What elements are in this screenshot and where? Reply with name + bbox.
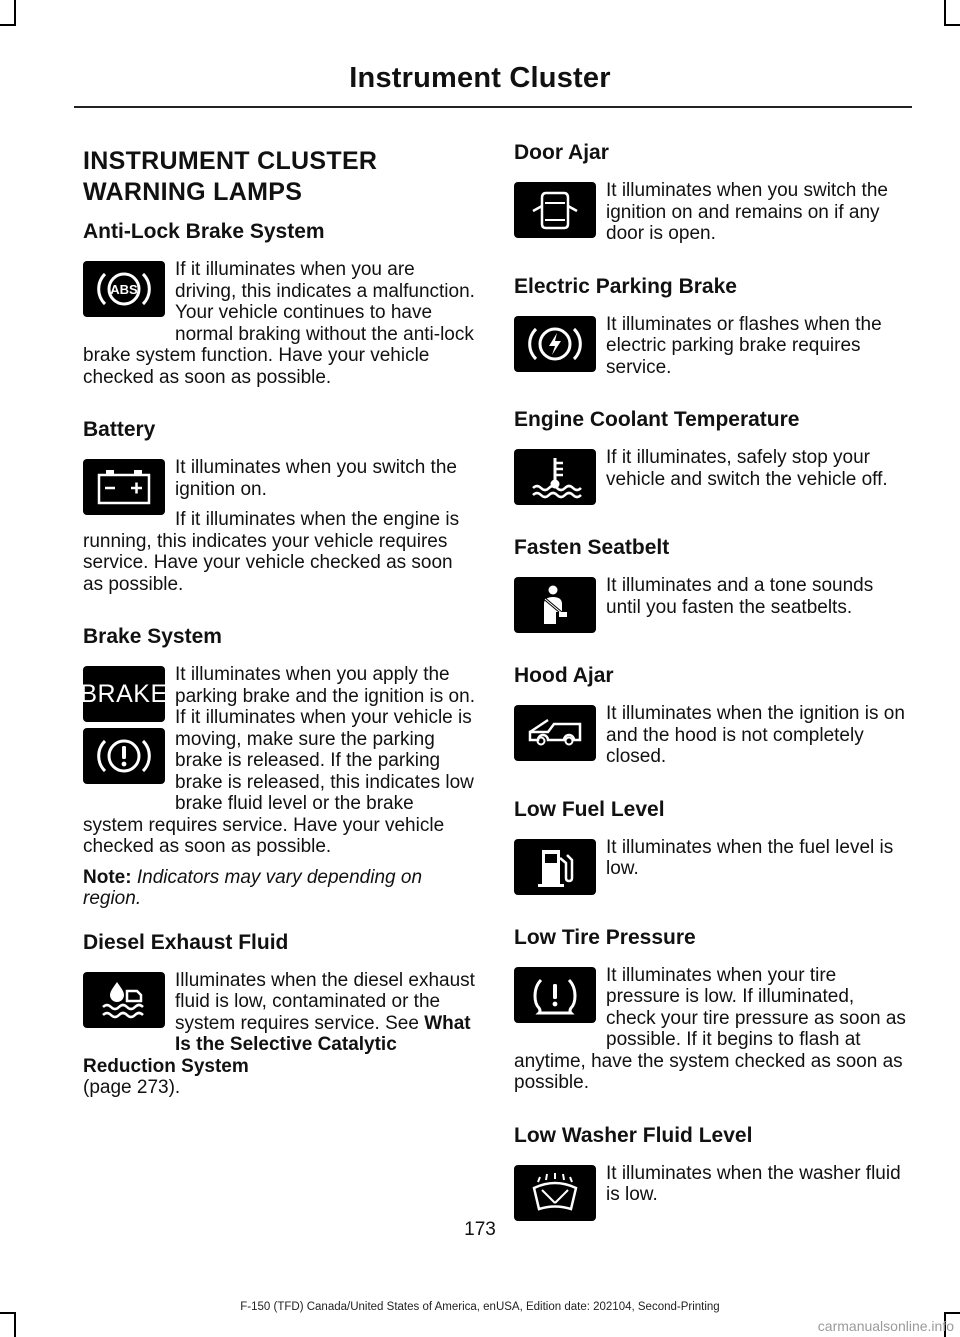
svg-text:ABS: ABS: [110, 282, 138, 297]
fuel-pump-icon: [514, 839, 596, 895]
xref-link[interactable]: What Is the Selective Catalytic Reduction System: [83, 1012, 471, 1077]
washer-fluid-icon: [514, 1165, 596, 1221]
washer-section: [514, 1123, 907, 1231]
fuel-text: It illuminates when the fuel level is low.: [606, 836, 894, 879]
abs-title: Anti-Lock Brake System: [83, 220, 325, 243]
battery-text-1: It illuminates when you switch the ignition on.: [175, 457, 457, 500]
note-label: Note:: [83, 866, 132, 888]
fuel-section: [514, 797, 907, 905]
crop-mark: [944, 24, 960, 26]
brake-section: [80, 624, 475, 910]
coolant-temperature-icon: [514, 449, 596, 505]
diesel-exhaust-fluid-icon: [83, 972, 165, 1028]
def-title: Diesel Exhaust Fluid: [83, 930, 289, 954]
brake-title: Brake System: [83, 625, 222, 648]
seatbelt-icon: [514, 577, 596, 633]
epb-title: Electric Parking Brake: [514, 274, 737, 298]
coolant-title: Engine Coolant Temperature: [514, 408, 800, 431]
seatbelt-text: It illuminates and a tone sounds until you fasten the seatbelts.: [606, 575, 874, 618]
tire-text: It illuminates when your tire pressure is low. If illuminated, check your tire pressure as soon as possible. If it begins to flash at anytime, have the system checked as soon as possible.: [514, 964, 906, 1093]
hood-section: [514, 663, 907, 777]
washer-text: It illuminates when the washer fluid is low.: [606, 1162, 901, 1205]
section-heading: INSTRUMENT CLUSTER WARNING LAMPS: [83, 147, 378, 206]
crop-mark: [14, 0, 16, 26]
abs-text: If it illuminates when you are driving, this indicates a malfunction. Your vehicle continues to have normal braking without the anti-lock brake system function. Have your vehicle checked as soon as possible.: [83, 259, 475, 388]
crop-mark: [14, 1312, 16, 1337]
hood-title: Hood Ajar: [514, 664, 614, 687]
crop-mark: [0, 24, 16, 26]
left-column: [80, 140, 475, 1128]
electric-parking-brake-icon: [514, 316, 596, 372]
def-text: Illuminates when the diesel exhaust fluid is low, contaminated or the system requires service. See: [175, 969, 475, 1034]
note-text: Indicators may vary depending on region.: [83, 866, 423, 909]
fuel-title: Low Fuel Level: [514, 797, 665, 821]
hood-text: It illuminates when the ignition is on and the hood is not completely closed.: [606, 703, 905, 767]
battery-icon: [83, 459, 165, 515]
abs-section: [83, 219, 475, 397]
seatbelt-title: Fasten Seatbelt: [514, 536, 670, 559]
page-number: 173: [464, 1219, 496, 1240]
epb-section: [514, 274, 907, 388]
page-ref: (page 273).: [83, 1077, 181, 1098]
def-section: [83, 930, 475, 1108]
crop-mark: [944, 0, 946, 26]
door-text: It illuminates when you switch the ignition on and remains on if any door is open.: [606, 180, 888, 244]
tire-title: Low Tire Pressure: [514, 925, 696, 949]
door-title: Door Ajar: [514, 141, 609, 164]
battery-section: [83, 417, 475, 604]
abs-icon: [83, 261, 165, 317]
brake-text-icon: [80, 666, 168, 722]
brake-text: It illuminates when you apply the parking brake and the ignition is on. If it illuminates when your vehicle is moving, make sure the parking brake is released. If the parking brake is released, this indicates low brake fluid level or the brake system requires service. Have your vehicle checked as soon as possible.: [83, 664, 475, 857]
brake-warning-icon: [83, 728, 165, 784]
footer-edition: F-150 (TFD) Canada/United States of America, enUSA, Edition date: 202104, Second-Printing: [240, 1301, 720, 1313]
washer-title: Low Washer Fluid Level: [514, 1123, 753, 1147]
page-title: Instrument Cluster: [349, 62, 611, 94]
tire-pressure-icon: [514, 967, 596, 1023]
door-ajar-icon: [514, 182, 596, 238]
right-column: [514, 140, 907, 1251]
battery-title: Battery: [83, 418, 156, 441]
coolant-section: [514, 407, 907, 515]
watermark: carmanualsonline.info: [817, 1318, 954, 1334]
door-section: [514, 140, 907, 254]
hood-ajar-icon: [514, 705, 596, 761]
coolant-text: If it illuminates, safely stop your vehicle and switch the vehicle off.: [606, 447, 888, 490]
brake-icon-label: BRAKE: [80, 679, 168, 708]
tire-section: [514, 925, 907, 1103]
epb-text: It illuminates or flashes when the electric parking brake requires service.: [606, 313, 882, 378]
header-rule: [74, 106, 912, 108]
battery-text-2: If it illuminates when the engine is running, this indicates your vehicle requires service. Have your vehicle checked as soon as possible.: [83, 509, 460, 595]
seatbelt-section: [514, 535, 907, 643]
